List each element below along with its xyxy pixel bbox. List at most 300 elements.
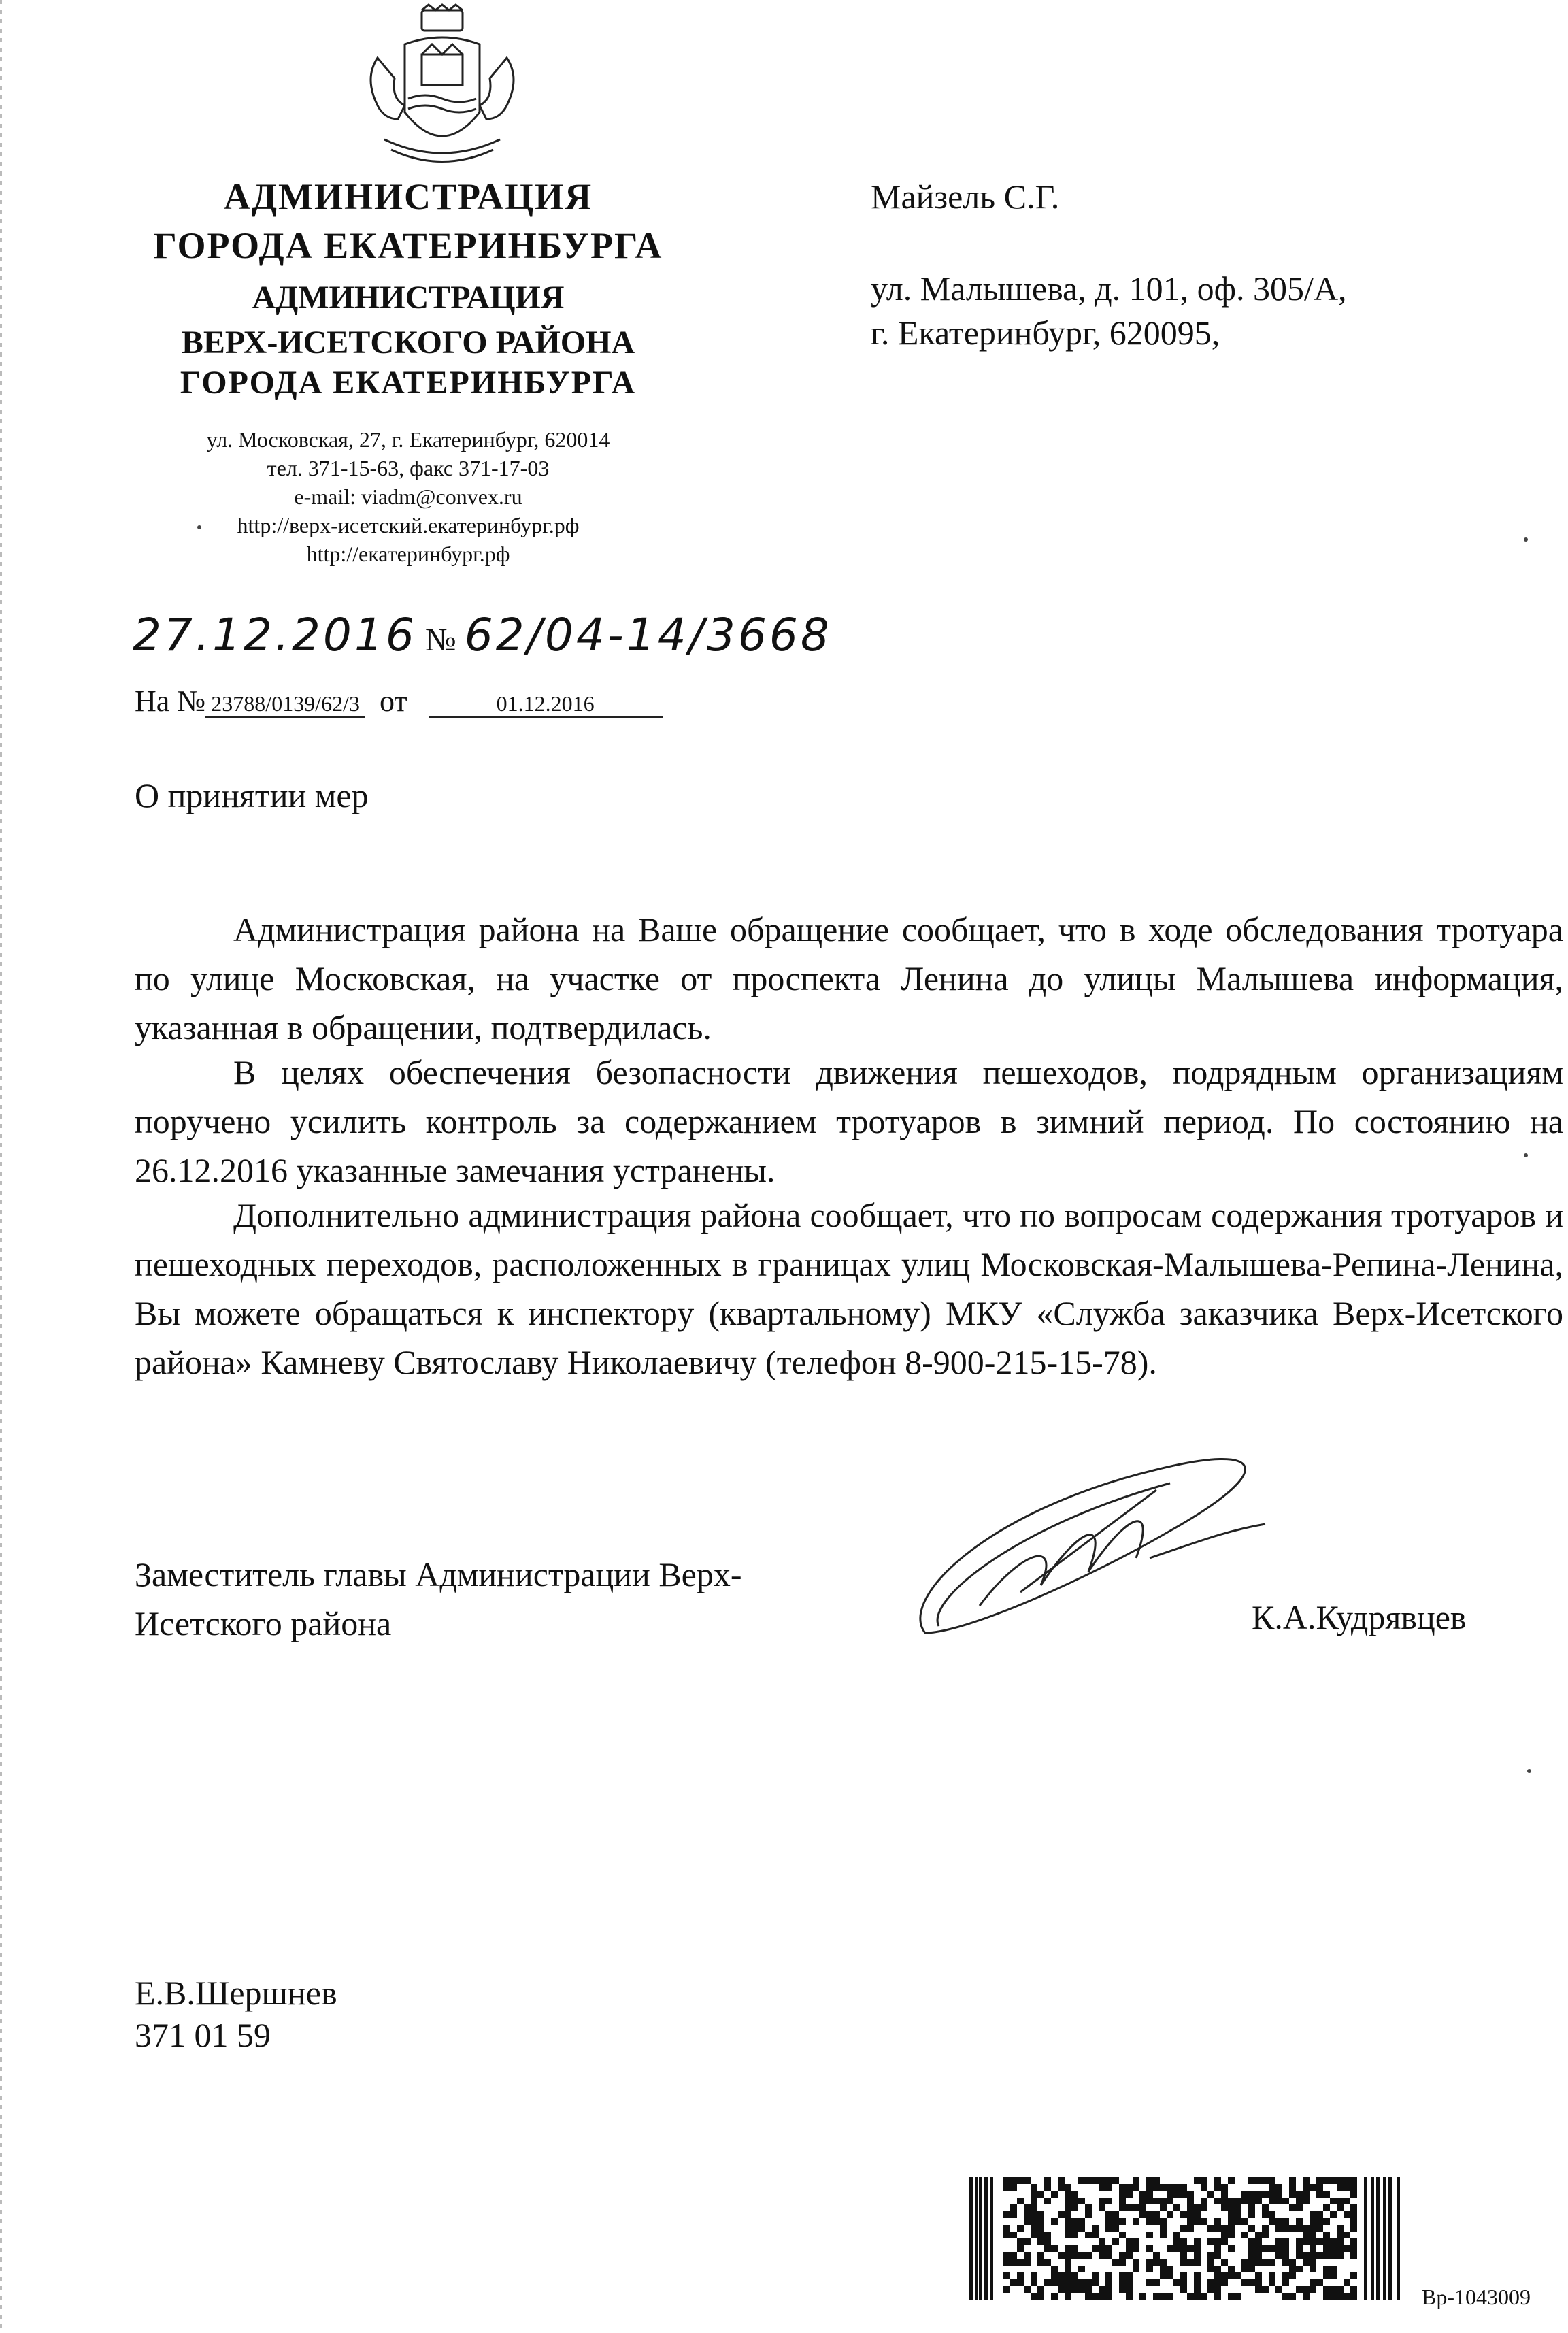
barcode-module <box>1003 2177 1010 2184</box>
barcode-module <box>1037 2191 1044 2198</box>
barcode-module <box>1099 2286 1105 2293</box>
barcode-module <box>1214 2238 1221 2245</box>
barcode-module <box>1344 2198 1350 2204</box>
barcode-module <box>1051 2272 1058 2279</box>
barcode-module <box>1310 2279 1316 2286</box>
barcode-module <box>1146 2198 1153 2204</box>
barcode-module <box>1031 2293 1037 2300</box>
barcode-module <box>1228 2272 1235 2279</box>
barcode-module <box>1187 2293 1194 2300</box>
barcode-module <box>1221 2225 1228 2232</box>
barcode-module <box>1160 2293 1167 2300</box>
barcode-module <box>1296 2198 1303 2204</box>
barcode-module <box>1126 2252 1133 2259</box>
barcode-module <box>1194 2293 1201 2300</box>
barcode-module <box>1105 2211 1112 2218</box>
barcode-module <box>1330 2211 1337 2218</box>
barcode-module <box>1180 2184 1187 2191</box>
barcode-module <box>1010 2252 1017 2259</box>
barcode-module <box>1235 2272 1241 2279</box>
barcode-module <box>1037 2225 1044 2232</box>
barcode-module <box>1031 2279 1037 2286</box>
barcode-module <box>1282 2238 1289 2245</box>
barcode-module <box>1003 2211 1010 2218</box>
barcode-module <box>1350 2293 1357 2300</box>
barcode-module <box>1112 2218 1119 2225</box>
barcode-module <box>1099 2293 1105 2300</box>
barcode-module <box>1065 2245 1071 2252</box>
letter-subject: О принятии мер <box>135 776 369 814</box>
barcode-module <box>1214 2177 1221 2184</box>
barcode-module <box>1350 2218 1357 2225</box>
barcode-module <box>1275 2286 1282 2293</box>
barcode-module <box>1214 2293 1221 2300</box>
barcode-module <box>1296 2218 1303 2225</box>
barcode-module <box>1344 2245 1350 2252</box>
barcode-module <box>1146 2232 1153 2238</box>
barcode-module <box>1255 2259 1262 2266</box>
barcode-module <box>1099 2198 1105 2204</box>
barcode-module <box>1275 2198 1282 2204</box>
barcode-module <box>1194 2218 1201 2225</box>
barcode-module <box>1316 2238 1323 2245</box>
barcode-module <box>1187 2198 1194 2204</box>
barcode-module <box>1139 2204 1146 2211</box>
barcode-module <box>1105 2252 1112 2259</box>
barcode-module <box>1146 2245 1153 2252</box>
barcode-module <box>1296 2266 1303 2272</box>
barcode-module <box>1310 2232 1316 2238</box>
barcode-module <box>1003 2232 1010 2238</box>
barcode-module <box>1031 2211 1037 2218</box>
barcode-module <box>1119 2218 1126 2225</box>
barcode-module <box>1228 2266 1235 2272</box>
barcode-module <box>1275 2191 1282 2198</box>
barcode-module <box>1194 2204 1201 2211</box>
barcode-module <box>1153 2279 1160 2286</box>
barcode-module <box>1024 2177 1031 2184</box>
barcode-module <box>1282 2259 1289 2266</box>
barcode-module <box>1003 2252 1010 2259</box>
barcode-bar <box>984 2177 988 2300</box>
barcode-module <box>1344 2232 1350 2238</box>
barcode-module <box>1282 2225 1289 2232</box>
registration-line <box>133 609 832 661</box>
barcode-bar <box>1364 2177 1367 2300</box>
barcode-module <box>1044 2232 1051 2238</box>
barcode-module <box>1316 2279 1323 2286</box>
barcode-module <box>1255 2272 1262 2279</box>
barcode-module <box>1350 2272 1357 2279</box>
barcode-module <box>1139 2293 1146 2300</box>
barcode-module <box>1085 2286 1092 2293</box>
barcode-module <box>1092 2245 1099 2252</box>
barcode-module <box>1044 2238 1051 2245</box>
barcode-module <box>1160 2198 1167 2204</box>
barcode-module <box>1316 2225 1323 2232</box>
barcode-module <box>1303 2184 1310 2191</box>
barcode-module <box>1078 2198 1085 2204</box>
barcode-module <box>1037 2286 1044 2293</box>
barcode-module <box>1262 2191 1269 2198</box>
barcode-module <box>1303 2238 1310 2245</box>
handwritten-signature <box>884 1429 1306 1653</box>
barcode-module <box>1275 2225 1282 2232</box>
barcode-module <box>1323 2266 1330 2272</box>
addressee-address-2: г. Екатеринбург, 620095, <box>871 314 1220 352</box>
barcode-module <box>1180 2211 1187 2218</box>
barcode-bar <box>1376 2177 1380 2300</box>
barcode-module <box>1316 2191 1323 2198</box>
barcode-module <box>1071 2245 1078 2252</box>
barcode <box>969 2177 1405 2300</box>
barcode-module <box>1221 2259 1228 2266</box>
barcode-module <box>1024 2259 1031 2266</box>
ref-date: 01.12.2016 <box>429 691 663 718</box>
barcode-module <box>1207 2252 1214 2259</box>
barcode-module <box>1160 2225 1167 2232</box>
barcode-module <box>1037 2252 1044 2259</box>
barcode-module <box>1133 2184 1139 2191</box>
barcode-module <box>1262 2232 1269 2238</box>
barcode-module <box>1065 2211 1071 2218</box>
barcode-module <box>1275 2245 1282 2252</box>
barcode-module <box>1310 2211 1316 2218</box>
barcode-module <box>1153 2293 1160 2300</box>
barcode-module <box>1031 2225 1037 2232</box>
barcode-module <box>1173 2238 1180 2245</box>
barcode-module <box>1078 2225 1085 2232</box>
barcode-module <box>1071 2198 1078 2204</box>
barcode-module <box>1119 2259 1126 2266</box>
barcode-module <box>1133 2259 1139 2266</box>
barcode-module <box>1214 2266 1221 2272</box>
barcode-module <box>1323 2272 1330 2279</box>
barcode-module <box>1010 2177 1017 2184</box>
barcode-module <box>1071 2286 1078 2293</box>
barcode-module <box>1126 2279 1133 2286</box>
barcode-module <box>1214 2225 1221 2232</box>
barcode-module <box>1173 2245 1180 2252</box>
letter-paragraph: Администрация района на Ваше обращение сообщает, что в ходе обследования тротуара по улице Московская, на участке от проспекта Ленина до улицы Малышева информация, указанная в обращении, подтвердилась. <box>135 910 1563 1046</box>
barcode-module <box>1024 2204 1031 2211</box>
barcode-module <box>1194 2177 1201 2184</box>
registration-number: 62/04-14/3668 <box>464 609 832 661</box>
barcode-module <box>1126 2272 1133 2279</box>
barcode-module <box>1126 2238 1133 2245</box>
barcode-module <box>1330 2238 1337 2245</box>
barcode-module <box>1275 2252 1282 2259</box>
barcode-module <box>1187 2245 1194 2252</box>
barcode-module <box>1310 2286 1316 2293</box>
barcode-module <box>1092 2225 1099 2232</box>
barcode-module <box>1065 2293 1071 2300</box>
barcode-module <box>1119 2272 1126 2279</box>
barcode-module <box>1010 2279 1017 2286</box>
org-subtitle-line1: АДМИНИСТРАЦИЯ <box>252 280 565 316</box>
barcode-module <box>1078 2279 1085 2286</box>
barcode-module <box>1010 2204 1017 2211</box>
barcode-module <box>1262 2211 1269 2218</box>
barcode-module <box>1024 2252 1031 2259</box>
barcode-module <box>1316 2211 1323 2218</box>
barcode-module <box>1282 2198 1289 2204</box>
barcode-module <box>1058 2279 1065 2286</box>
barcode-module <box>1255 2238 1262 2245</box>
barcode-module <box>1065 2252 1071 2259</box>
barcode-module <box>1058 2177 1065 2184</box>
barcode-module <box>1241 2198 1248 2204</box>
barcode-module <box>1316 2218 1323 2225</box>
barcode-id: Вр-1043009 <box>1422 2285 1531 2309</box>
barcode-module <box>1010 2184 1017 2191</box>
barcode-module <box>1310 2225 1316 2232</box>
barcode-module <box>1099 2238 1105 2245</box>
barcode-module <box>1323 2286 1330 2293</box>
barcode-module <box>1065 2191 1071 2198</box>
barcode-module <box>1085 2252 1092 2259</box>
barcode-module <box>1248 2204 1255 2211</box>
barcode-module <box>1350 2177 1357 2184</box>
barcode-module <box>1323 2204 1330 2211</box>
barcode-module <box>1248 2211 1255 2218</box>
barcode-module <box>1099 2184 1105 2191</box>
barcode-module <box>1201 2218 1207 2225</box>
barcode-module <box>1133 2266 1139 2272</box>
barcode-module <box>1310 2245 1316 2252</box>
barcode-module <box>1146 2191 1153 2198</box>
scan-speck <box>1524 537 1528 542</box>
barcode-module <box>1051 2279 1058 2286</box>
barcode-module <box>1214 2272 1221 2279</box>
barcode-module <box>1350 2238 1357 2245</box>
barcode-module <box>1289 2225 1296 2232</box>
barcode-module <box>1255 2232 1262 2238</box>
barcode-module <box>1201 2184 1207 2191</box>
barcode-module <box>1316 2252 1323 2259</box>
barcode-module <box>1031 2232 1037 2238</box>
barcode-module <box>1133 2177 1139 2184</box>
barcode-module <box>1282 2272 1289 2279</box>
barcode-module <box>1099 2177 1105 2184</box>
barcode-module <box>1167 2184 1173 2191</box>
barcode-module <box>1031 2198 1037 2204</box>
barcode-module <box>1133 2204 1139 2211</box>
barcode-module <box>1323 2245 1330 2252</box>
barcode-module <box>1214 2286 1221 2293</box>
barcode-module <box>1228 2204 1235 2211</box>
barcode-module <box>1323 2218 1330 2225</box>
barcode-module <box>1262 2177 1269 2184</box>
barcode-module <box>1017 2259 1024 2266</box>
barcode-module <box>1099 2204 1105 2211</box>
barcode-module <box>1228 2211 1235 2218</box>
barcode-module <box>1296 2191 1303 2198</box>
barcode-module <box>1194 2286 1201 2293</box>
barcode-module <box>1099 2245 1105 2252</box>
addressee-address-1: ул. Малышева, д. 101, оф. 305/А, <box>871 269 1347 308</box>
barcode-module <box>1112 2211 1119 2218</box>
barcode-module <box>1187 2211 1194 2218</box>
scan-edge <box>0 0 2 2333</box>
barcode-module <box>1126 2204 1133 2211</box>
barcode-module <box>1323 2191 1330 2198</box>
barcode-module <box>1296 2204 1303 2211</box>
barcode-module <box>1296 2238 1303 2245</box>
barcode-module <box>1194 2211 1201 2218</box>
barcode-module <box>1194 2245 1201 2252</box>
barcode-module <box>1017 2225 1024 2232</box>
barcode-module <box>1248 2252 1255 2259</box>
barcode-module <box>1092 2272 1099 2279</box>
barcode-module <box>1344 2279 1350 2286</box>
barcode-module <box>1153 2184 1160 2191</box>
barcode-module <box>1241 2266 1248 2272</box>
barcode-module <box>1133 2238 1139 2245</box>
barcode-module <box>1024 2286 1031 2293</box>
barcode-module <box>1017 2177 1024 2184</box>
barcode-module <box>1037 2218 1044 2225</box>
barcode-module <box>1112 2225 1119 2232</box>
barcode-module <box>1160 2184 1167 2191</box>
barcode-module <box>1173 2232 1180 2238</box>
barcode-module <box>1065 2266 1071 2272</box>
barcode-module <box>1071 2225 1078 2232</box>
barcode-module <box>1146 2279 1153 2286</box>
barcode-module <box>1248 2177 1255 2184</box>
barcode-module <box>1187 2218 1194 2225</box>
barcode-module <box>1303 2198 1310 2204</box>
barcode-module <box>1051 2293 1058 2300</box>
org-subtitle-line2: ВЕРХ-ИСЕТСКОГО РАЙОНА <box>181 325 635 361</box>
barcode-module <box>1330 2198 1337 2204</box>
barcode-module <box>1228 2177 1235 2184</box>
barcode-module <box>1316 2177 1323 2184</box>
barcode-module <box>1214 2184 1221 2191</box>
barcode-module <box>1065 2184 1071 2191</box>
barcode-module <box>1058 2272 1065 2279</box>
barcode-module <box>1065 2259 1071 2266</box>
barcode-bar <box>1371 2177 1374 2300</box>
barcode-module <box>1071 2218 1078 2225</box>
barcode-module <box>1282 2293 1289 2300</box>
barcode-module <box>1146 2218 1153 2225</box>
barcode-module <box>1289 2259 1296 2266</box>
barcode-module <box>1214 2279 1221 2286</box>
barcode-module <box>1071 2191 1078 2198</box>
barcode-module <box>1235 2218 1241 2225</box>
barcode-module <box>1310 2266 1316 2272</box>
barcode-module <box>1173 2184 1180 2191</box>
barcode-module <box>1037 2232 1044 2238</box>
barcode-module <box>1255 2286 1262 2293</box>
barcode-module <box>1167 2266 1173 2272</box>
barcode-module <box>1010 2211 1017 2218</box>
ref-from: от <box>379 684 407 718</box>
barcode-module <box>1221 2232 1228 2238</box>
barcode-module <box>1078 2266 1085 2272</box>
barcode-module <box>1003 2184 1010 2191</box>
barcode-module <box>1065 2225 1071 2232</box>
barcode-module <box>1078 2286 1085 2293</box>
barcode-module <box>1221 2279 1228 2286</box>
barcode-module <box>1119 2232 1126 2238</box>
barcode-module <box>1160 2266 1167 2272</box>
barcode-module <box>1310 2218 1316 2225</box>
barcode-module <box>1303 2232 1310 2238</box>
barcode-module <box>1344 2293 1350 2300</box>
ref-prefix: На № <box>135 684 206 718</box>
org-site-2: http://екатеринбург.рф <box>306 542 510 566</box>
org-contacts <box>102 425 714 568</box>
barcode-module <box>1241 2279 1248 2286</box>
executor-name: Е.В.Шершнев <box>135 1974 337 2012</box>
barcode-module <box>1112 2238 1119 2245</box>
barcode-module <box>1282 2279 1289 2286</box>
barcode-module <box>1071 2204 1078 2211</box>
org-email: e-mail: viadm@convex.ru <box>294 484 522 509</box>
barcode-module <box>1296 2252 1303 2259</box>
barcode-module <box>1119 2191 1126 2198</box>
barcode-module <box>1248 2266 1255 2272</box>
barcode-module <box>1269 2184 1275 2191</box>
org-title-line2: ГОРОДА ЕКАТЕРИНБУРГА <box>153 225 663 266</box>
barcode-module <box>1153 2198 1160 2204</box>
barcode-module <box>1269 2245 1275 2252</box>
barcode-module <box>1289 2204 1296 2211</box>
registration-date: 27.12.2016 <box>133 609 417 661</box>
barcode-bar <box>1397 2177 1400 2300</box>
barcode-module <box>1228 2293 1235 2300</box>
barcode-module <box>1269 2191 1275 2198</box>
barcode-module <box>1289 2184 1296 2191</box>
barcode-module <box>1065 2279 1071 2286</box>
barcode-module <box>1282 2245 1289 2252</box>
barcode-module <box>1153 2211 1160 2218</box>
barcode-module <box>1153 2259 1160 2266</box>
letter-paragraph: Дополнительно администрация района сообщает, что по вопросам содержания тротуаров и пешеходных переходов, расположенных в границах улиц Московская-Малышева-Репина-Ленина, Вы можете обращаться к инспектору (квартальному) МКУ «Служба заказчика Верх-Исетского района» Камневу Святославу Николаевичу (телефон 8-900-215-15-78). <box>135 1196 1563 1381</box>
barcode-module <box>1085 2293 1092 2300</box>
barcode-module <box>1235 2211 1241 2218</box>
barcode-module <box>1065 2286 1071 2293</box>
barcode-module <box>1221 2184 1228 2191</box>
barcode-module <box>1105 2218 1112 2225</box>
barcode-module <box>1065 2198 1071 2204</box>
barcode-module <box>1303 2293 1310 2300</box>
barcode-module <box>1187 2204 1194 2211</box>
barcode-module <box>1269 2198 1275 2204</box>
barcode-module <box>1289 2191 1296 2198</box>
barcode-module <box>1044 2184 1051 2191</box>
barcode-module <box>1126 2293 1133 2300</box>
barcode-module <box>1269 2218 1275 2225</box>
barcode-module <box>1214 2198 1221 2204</box>
barcode-module <box>1337 2238 1344 2245</box>
barcode-module <box>1262 2225 1269 2232</box>
barcode-module <box>1241 2232 1248 2238</box>
number-sign: № <box>424 622 456 658</box>
barcode-module <box>1187 2225 1194 2232</box>
barcode-module <box>1194 2238 1201 2245</box>
barcode-module <box>1133 2245 1139 2252</box>
barcode-module <box>1350 2191 1357 2198</box>
barcode-module <box>1303 2252 1310 2259</box>
barcode-module <box>1221 2198 1228 2204</box>
coat-of-arms-icon <box>350 3 534 173</box>
barcode-module <box>1180 2286 1187 2293</box>
barcode-module <box>1194 2272 1201 2279</box>
barcode-module <box>1350 2245 1357 2252</box>
